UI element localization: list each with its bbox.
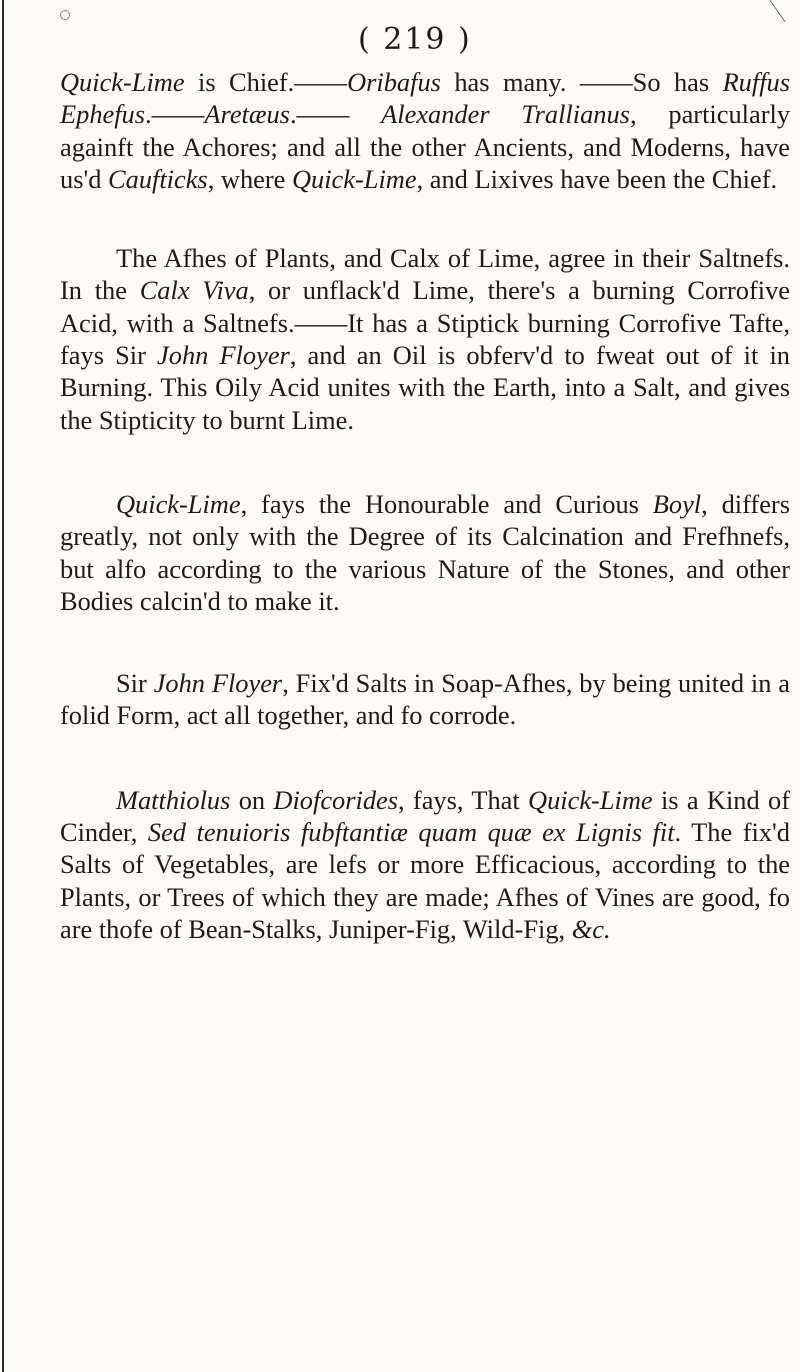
italic-run: Ruffus Ephefus (60, 67, 791, 130)
body-text (60, 66, 790, 945)
text-run: , Fix'd Salts in Soap-Afhes, by being united in a folid Form, act all together, and fo corrode. (60, 668, 790, 731)
text-run: , where (207, 163, 292, 194)
italic-run: Quick-Lime (528, 784, 653, 815)
scan-edge-line (2, 0, 4, 1372)
text-run: on (230, 784, 274, 815)
italic-run: Quick-Lime (291, 163, 417, 194)
text-run: , and an Oil is obferv'd to fweat out of it in Burning. This Oily Acid unites with the Earth, into a Salt, and gives the Stipticity to burnt Lime. (60, 340, 790, 435)
text-run: , fays, That (398, 784, 529, 815)
text-run: Sir (116, 668, 154, 699)
text-run: , differs greatly, not only with the Degree of its Calcination and Frefhnefs, but alfo according to the various Nature of the Stones, and other Bodies calcin'd to make it. (60, 488, 790, 616)
italic-run: Sed tenuioris fubftantiæ quam quæ ex Lignis fit (147, 817, 675, 848)
text-run: , or unflack'd Lime, there's a burning Corrofive Acid, with a Saltnefs.——It has a Stiptick burning Corrofive Tafte, fays Sir (60, 275, 790, 371)
text-run: , and Lixives have been the Chief. (416, 163, 778, 194)
italic-run: &c. (571, 913, 611, 944)
italic-run: Aretæus (204, 99, 290, 130)
text-run: , particularly againft the Achores; and all the other Ancients, and Moderns, have us'd (60, 99, 791, 194)
text-run: . The fix'd Salts of Vegetables, are lefs or more Efficacious, according to the Plants, or Trees of which they are made; Afhes of Vines are good, fo are thofe of Bean-Stalks, Juniper-Fig, Wild-Fig, (60, 817, 790, 944)
italic-run: Alexander Trallianus (381, 99, 630, 130)
paragraph-4 (60, 667, 790, 732)
text-run: is Chief.—— (184, 67, 348, 97)
text-run: , fays the Honourable and Curious (240, 488, 653, 519)
text-run: .—— (145, 99, 205, 130)
italic-run: Boyl (652, 488, 702, 519)
italic-run: John Floyer (157, 340, 290, 371)
text-run: .—— (289, 99, 382, 130)
italic-run: Oribafus (347, 67, 441, 97)
paragraph-1 (60, 66, 790, 195)
paragraph-2 (60, 242, 790, 436)
scan-speck (60, 10, 70, 20)
text-run: is a Kind of Cinder, (60, 784, 790, 848)
italic-run: Caufticks (108, 163, 208, 194)
paragraph-5 (60, 784, 790, 945)
italic-run: Quick-Lime (60, 67, 185, 97)
italic-run: Diofcorides (273, 784, 399, 815)
paragraph-3 (60, 488, 790, 617)
page-number: ( 219 ) (358, 22, 472, 57)
italic-run: Calx Viva (139, 275, 249, 306)
italic-run: Matthiolus (116, 784, 231, 815)
text-run: The Afhes of Plants, and Calx of Lime, agree in their Saltnefs. In the (60, 243, 790, 306)
italic-run: John Floyer (153, 668, 283, 699)
text-run: has many. ——So has (440, 67, 723, 97)
scan-corner-mark (769, 0, 800, 22)
italic-run: Quick-Lime (116, 488, 241, 519)
